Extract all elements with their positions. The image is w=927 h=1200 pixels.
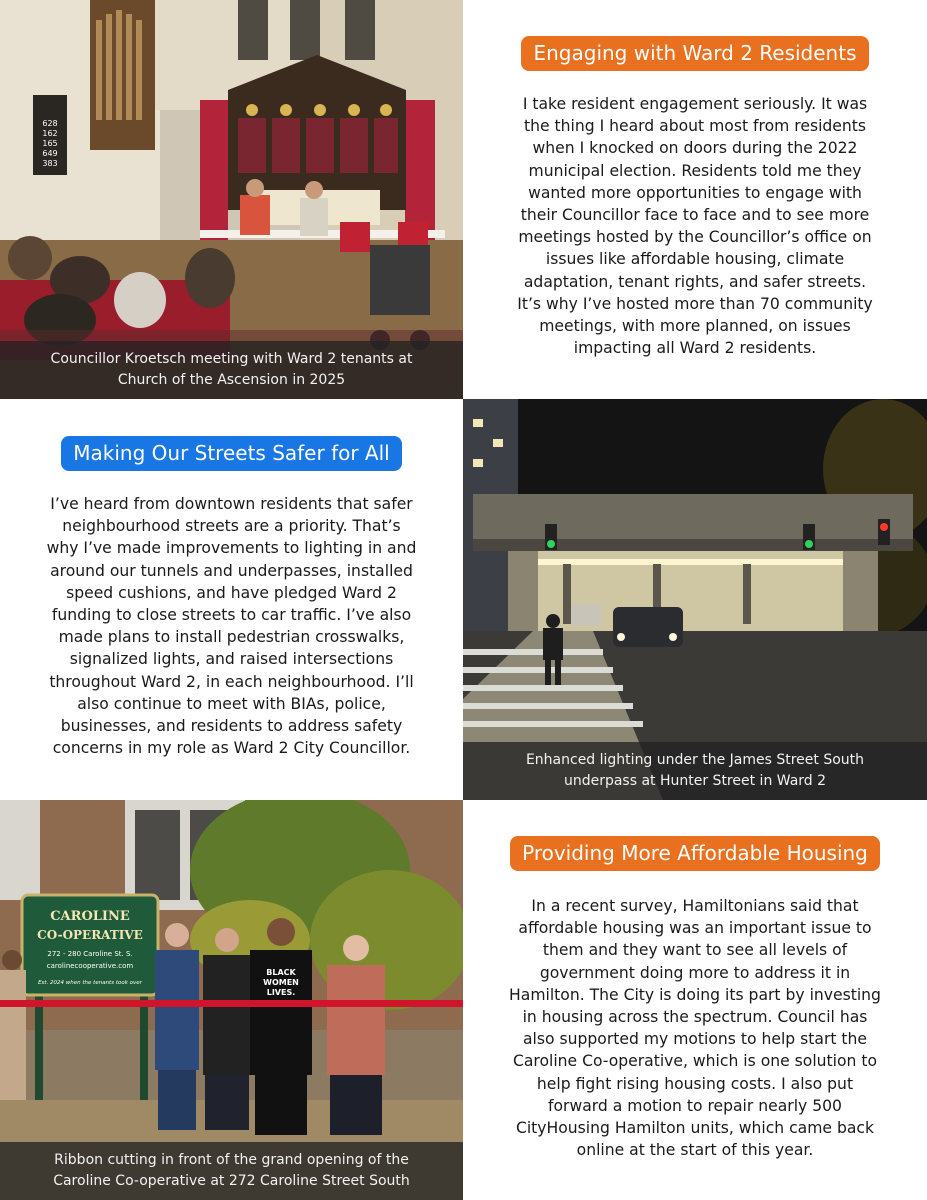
sign-tagline: Est. 2024 when the tenants took over [38, 980, 142, 986]
caption-line: Councillor Kroetsch meeting with Ward 2 tenants at [50, 351, 413, 367]
paragraph-line: why I’ve made improvements to lighting in and [46, 539, 417, 558]
paragraph-line: signalized lights, and raised intersections [69, 650, 394, 669]
shirt-text-2: WOMEN [263, 978, 299, 987]
paragraph-line: I’ve heard from downtown residents that safer [50, 495, 413, 513]
section-resident-engagement [463, 0, 927, 399]
caption-line: Enhanced lighting under the James Street South [525, 752, 865, 768]
paragraph-line: municipal election. Residents told me they [528, 161, 862, 180]
paragraph-line: funding to close streets to car traffic. I’ve also [51, 606, 412, 625]
paragraph-line: help fight rising housing costs. I also put [536, 1074, 854, 1093]
photo-ribbon-cutting [0, 800, 463, 1200]
paragraph-line: throughout Ward 2, in each neighbourhood. I’ll [49, 672, 414, 691]
underpass-night-illustration [463, 399, 927, 800]
paragraph-line: government doing more to address it in [539, 963, 851, 982]
paragraph-line: meetings, with more planned, on issues [539, 317, 851, 336]
caption-line: Caroline Co-operative at 272 Caroline Street South [53, 1173, 410, 1189]
paragraph-line: It’s why I’ve hosted more than 70 community [517, 294, 873, 313]
board-number-2: 162 [42, 129, 58, 138]
ribbon-cutting-illustration [0, 800, 463, 1200]
sign-line-2: CO-OPERATIVE [37, 928, 143, 942]
paragraph-line: when I knocked on doors during the 2022 [532, 139, 858, 158]
paragraph-line: meetings hosted by the Councillor’s office on [518, 228, 872, 247]
shirt-text-1: BLACK [266, 968, 296, 977]
paragraph-line: in housing across the spectrum. Council has [522, 1008, 868, 1027]
church-meeting-illustration [0, 0, 463, 399]
section-paragraph [47, 493, 417, 759]
paragraph-line: wanted more opportunities to engage with [528, 183, 862, 202]
paragraph-line: adaptation, tenant rights, and safer streets. [523, 272, 867, 291]
paragraph-line: impacting all Ward 2 residents. [573, 339, 817, 358]
caption-line: Ribbon cutting in front of the grand opening of the [54, 1152, 409, 1168]
paragraph-line: around our tunnels and underpasses, installed [50, 561, 413, 580]
caption-line: Church of the Ascension in 2025 [117, 372, 346, 388]
section-heading: Engaging with Ward 2 Residents [521, 36, 868, 71]
paragraph-line: the thing I heard about most from residents [523, 117, 867, 136]
section-paragraph [517, 93, 873, 359]
paragraph-line: their Councillor face to face and to see more [520, 206, 870, 225]
photo-caption [0, 341, 463, 399]
paragraph-line: them and they want to see all levels of [542, 941, 848, 960]
section-affordable-housing [463, 800, 927, 1200]
caption-line: underpass at Hunter Street in Ward 2 [563, 773, 827, 789]
section-safer-streets [0, 399, 463, 800]
section-heading: Providing More Affordable Housing [510, 836, 880, 871]
sign-line-1: CAROLINE [50, 909, 130, 924]
sign-address: 272 - 280 Caroline St. S. [47, 950, 133, 958]
photo-tenant-meeting [0, 0, 463, 399]
paragraph-line: concerns in my role as Ward 2 City Councillor. [52, 739, 411, 758]
paragraph-line: CityHousing Hamilton units, which came back [515, 1119, 875, 1138]
paragraph-line: also supported my motions to help start the [522, 1030, 868, 1049]
photo-caption [463, 742, 927, 800]
paragraph-line: online at the start of this year. [576, 1141, 814, 1160]
paragraph-line: made plans to install pedestrian crosswalks, [58, 628, 405, 647]
photo-underpass-lighting [463, 399, 927, 800]
paragraph-line: businesses, and residents to address safety [60, 717, 403, 736]
photo-caption [0, 1142, 463, 1200]
paragraph-line: forward a motion to repair nearly 500 [548, 1096, 842, 1115]
board-number-3: 165 [42, 139, 58, 148]
board-number-4: 649 [42, 149, 58, 158]
paragraph-line: issues like affordable housing, climate [545, 250, 845, 269]
paragraph-line: In a recent survey, Hamiltonians said that [531, 897, 859, 915]
paragraph-line: I take resident engagement seriously. It was [522, 95, 868, 113]
paragraph-line: Hamilton. The City is doing its part by investing [509, 985, 881, 1004]
shirt-text-3: LIVES. [266, 988, 296, 997]
paragraph-line: Caroline Co-operative, which is one solution to [512, 1052, 878, 1071]
board-number-5: 383 [42, 159, 58, 168]
paragraph-line: also continue to meet with BIAs, police, [77, 694, 386, 713]
sign-website: carolinecooperative.com [46, 962, 134, 970]
paragraph-line: neighbourhood streets are a priority. That’s [62, 517, 401, 536]
section-heading: Making Our Streets Safer for All [61, 436, 401, 471]
paragraph-line: affordable housing was an important issue to [518, 919, 872, 938]
paragraph-line: speed cushions, and have pledged Ward 2 [66, 583, 397, 602]
section-paragraph [509, 895, 881, 1161]
board-number-1: 628 [42, 119, 58, 128]
